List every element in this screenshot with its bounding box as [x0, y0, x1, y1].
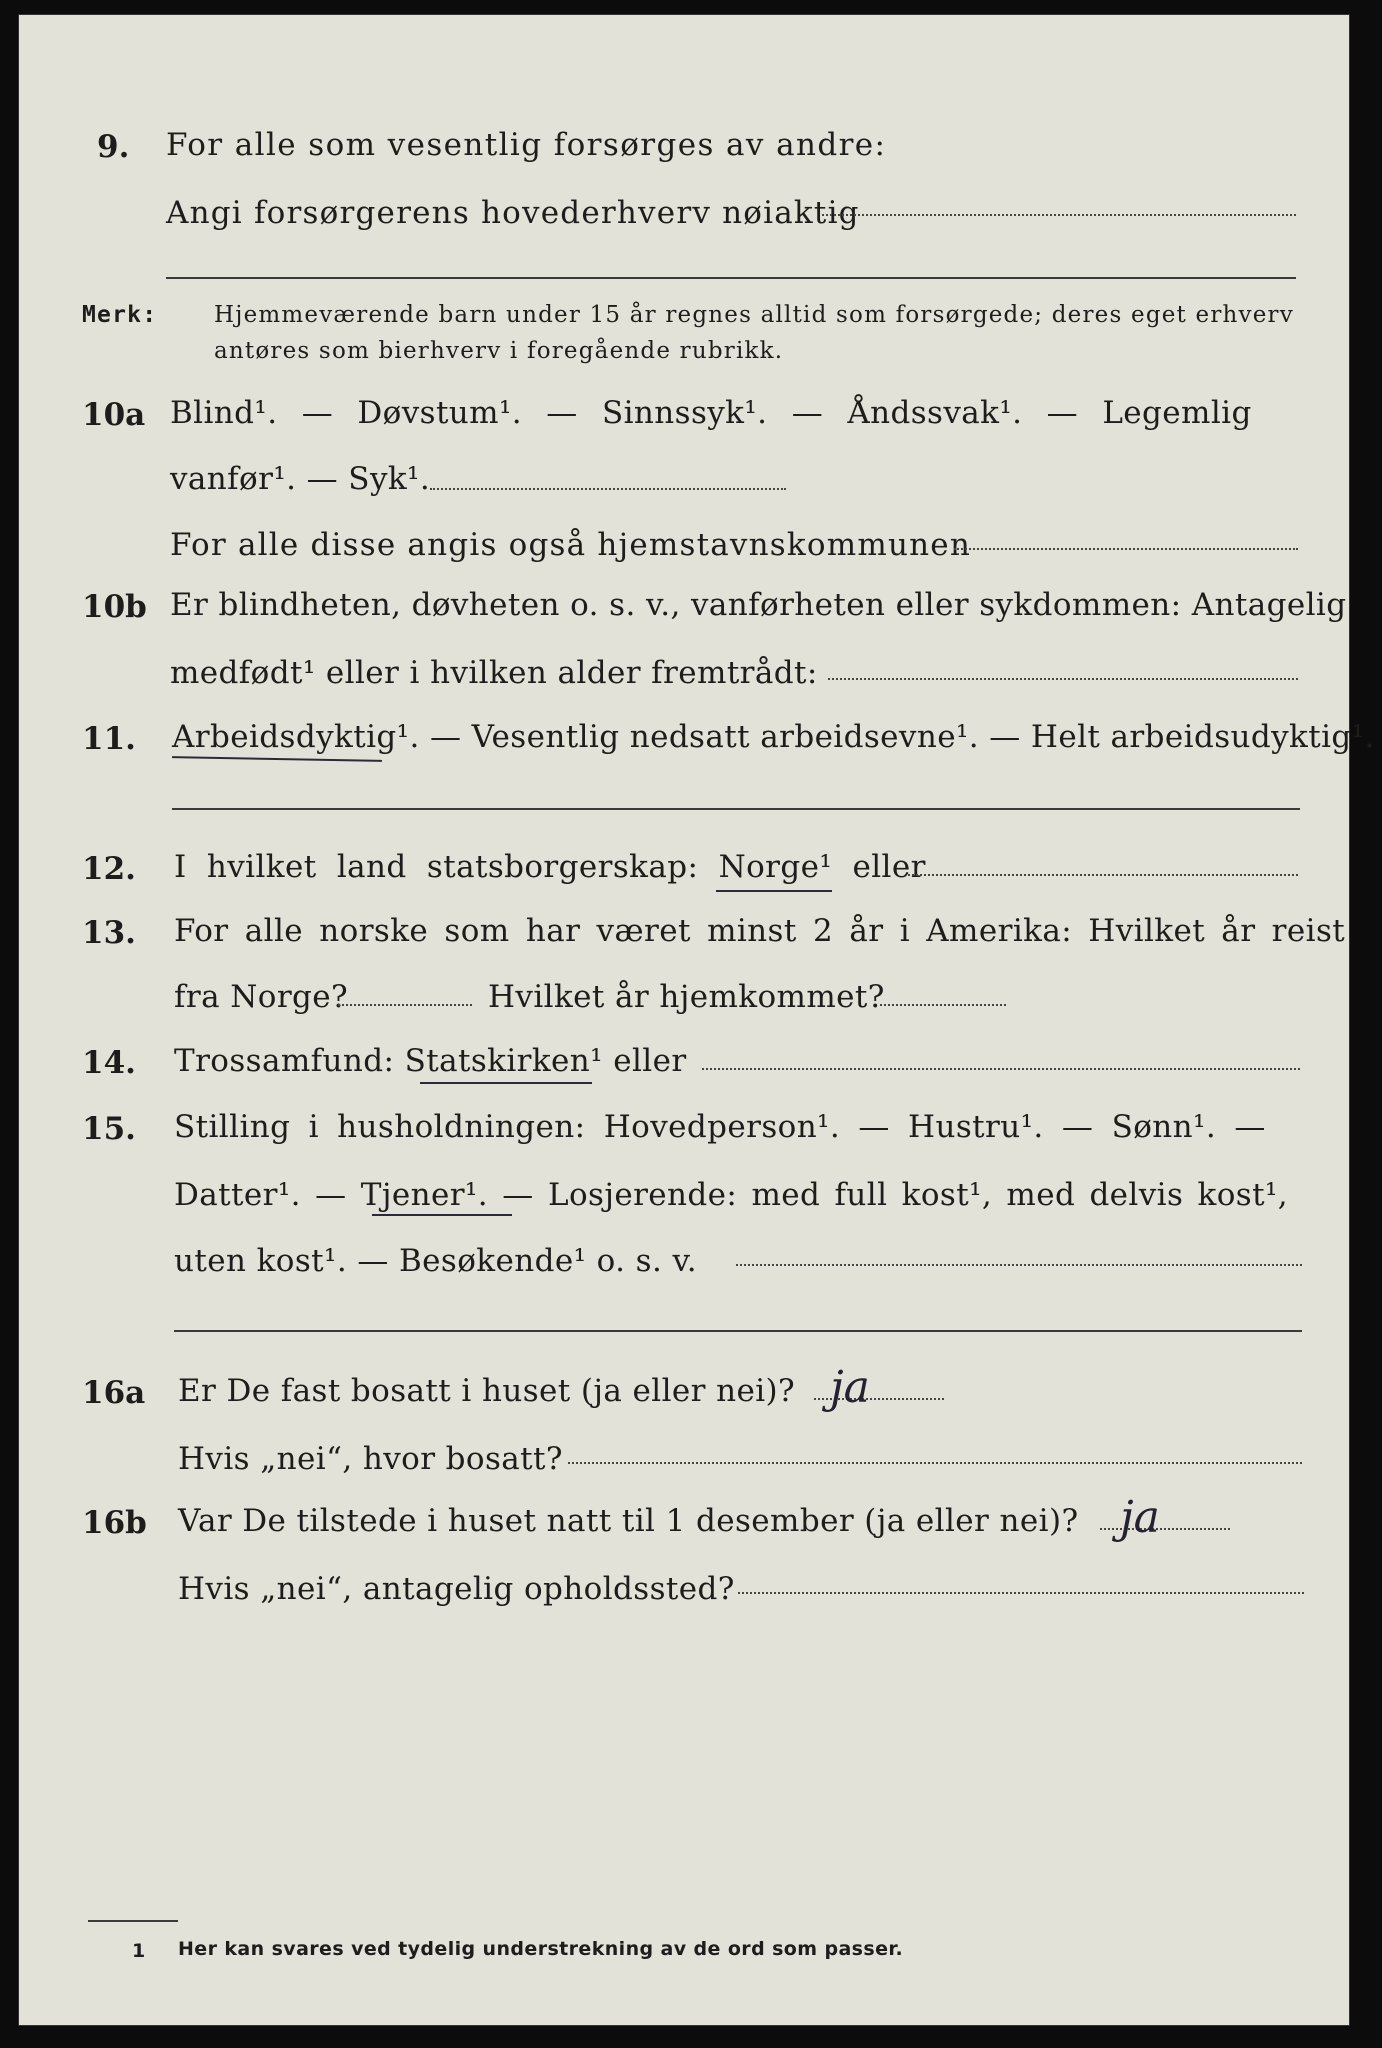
q14-number: 14. [82, 1045, 136, 1081]
q13-number: 13. [82, 915, 136, 951]
q10b-answer-line[interactable] [828, 678, 1298, 680]
merk-line2: antøres som bierhverv i foregående rubrikk. [214, 338, 784, 364]
q13-hjemkommet-answer-line[interactable] [880, 1004, 1006, 1006]
footnote-rule [88, 1920, 178, 1922]
q16b-number: 16b [82, 1505, 147, 1541]
q10a-line2: vanfør¹. — Syk¹. [170, 461, 431, 497]
q15-answer-line[interactable] [736, 1264, 1302, 1266]
q12-norge-underline [716, 890, 832, 892]
q9-line2: Angi forsørgerens hovederhverv nøiaktig [166, 195, 860, 231]
q10a-line3: For alle disse angis også hjemstavnskommunen [170, 527, 971, 563]
q13-reist-answer-line[interactable] [338, 1004, 472, 1006]
q13-line2a: fra Norge? [174, 979, 349, 1015]
q15-line1: Stilling i husholdningen: Hovedperson¹. — Hustru¹. — Sønn¹. — [174, 1109, 1266, 1145]
q16a-handwritten-answer: ja [830, 1362, 870, 1413]
q10b-line1: Er blindheten, døvheten o. s. v., vanførheten eller sykdommen: Antagelig [170, 587, 1347, 623]
q12-number: 12. [82, 851, 136, 887]
q15-tjener-underline [372, 1214, 512, 1216]
q10b-line2: medfødt¹ eller i hvilken alder fremtrådt: [170, 655, 818, 691]
q10b-number: 10b [82, 589, 147, 625]
q11-answer-line[interactable] [172, 808, 1300, 810]
q16b-line2: Hvis „nei“, antagelig opholdssted? [178, 1571, 735, 1607]
q16a-line1: Er De fast bosatt i huset (ja eller nei)? [178, 1373, 796, 1409]
q16a-line2: Hvis „nei“, hvor bosatt? [178, 1441, 563, 1477]
q15-line3: uten kost¹. — Besøkende¹ o. s. v. [174, 1243, 697, 1279]
q11-number: 11. [82, 721, 136, 757]
q16b-line1: Var De tilstede i huset natt til 1 desember (ja eller nei)? [178, 1503, 1079, 1539]
q9-number: 9. [97, 129, 130, 165]
footnote-text: Her kan svares ved tydelig understrekning av de ord som passer. [178, 1938, 904, 1960]
q16a-bosatt-answer-line[interactable] [568, 1462, 1302, 1464]
q13-line2b: Hvilket år hjemkommet? [488, 979, 885, 1015]
merk-line1: Hjemmeværende barn under 15 år regnes alltid som forsørgede; deres eget erhverv [214, 302, 1294, 328]
q14-line1: Trossamfund: Statskirken¹ eller [174, 1043, 687, 1079]
q16a-number: 16a [82, 1375, 146, 1411]
q14-statskirken-underline [420, 1082, 592, 1084]
footnote-mark: 1 [132, 1940, 146, 1962]
q12-answer-line[interactable] [908, 874, 1298, 876]
q11-line1: Arbeidsdyktig¹. — Vesentlig nedsatt arbeidsevne¹. — Helt arbeidsudyktig¹. [172, 719, 1375, 755]
q16b-opholdssted-answer-line[interactable] [738, 1592, 1304, 1594]
q13-line1: For alle norske som har været minst 2 år i Amerika: Hvilket år reist [174, 913, 1346, 949]
q9-answer-line-2[interactable] [166, 277, 1296, 279]
q16b-handwritten-answer: ja [1120, 1492, 1160, 1543]
q14-answer-line[interactable] [702, 1068, 1300, 1070]
q9-line1: For alle som vesentlig forsørges av andre: [166, 127, 887, 163]
q10a-syk-answer-line[interactable] [430, 488, 786, 490]
q10a-kommune-answer-line[interactable] [954, 548, 1298, 550]
q15-line2: Datter¹. — Tjener¹. — Losjerende: med full kost¹, med delvis kost¹, [174, 1177, 1289, 1213]
q9-answer-line[interactable] [822, 214, 1296, 216]
q15-number: 15. [82, 1111, 136, 1147]
q10a-line1: Blind¹. — Døvstum¹. — Sinnssyk¹. — Åndssvak¹. — Legemlig [170, 395, 1252, 431]
q10a-number: 10a [82, 397, 146, 433]
q15-answer-line-2[interactable] [174, 1330, 1302, 1332]
q12-line1: I hvilket land statsborgerskap: Norge¹ eller [174, 849, 926, 885]
merk-label: Merk: [82, 302, 158, 328]
